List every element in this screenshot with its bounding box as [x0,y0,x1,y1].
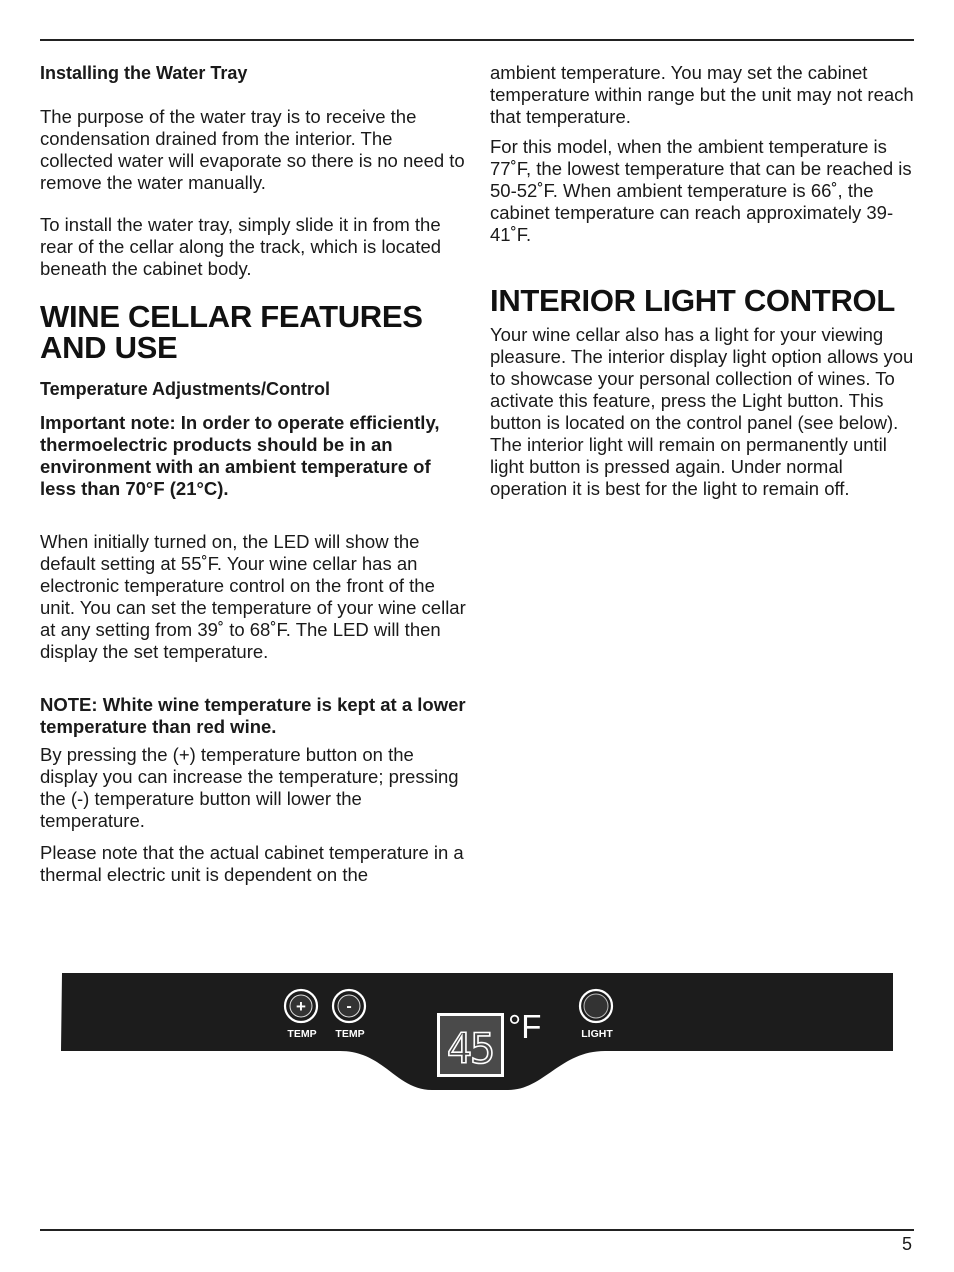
light-button[interactable] [580,990,613,1040]
light-heading: INTERIOR LIGHT CONTROL [490,283,895,318]
led-paragraph: When initially turned on, the LED will show the default setting at 55˚F. Your wine cellar has an electronic temperature control on the front of the unit. You can set the temperature of your wine cellar at any setting from 39˚ to 68˚F. The LED will then display the set temperature. [40,531,466,662]
cabinet-paragraph-end: ambient temperature. You may set the cabinet temperature within range but the unit may not reach that temperature. [490,62,914,127]
plus-icon: + [296,997,306,1016]
led-unit: °F [508,1008,542,1045]
white-wine-note: NOTE: White wine temperature is kept at a lower temperature than red wine. [40,694,466,737]
features-heading: WINE CELLAR FEATURES AND USE [40,299,423,365]
control-panel-svg [60,972,894,1094]
light-paragraph: Your wine cellar also has a light for your viewing pleasure. The interior display light option allows you to showcase your personal collection of wines. To activate this feature, press the Light button. This button is located on the control panel (see below). The interior light will remain on permanently until light button is pressed again. Under normal operation it is best for the light to remain off. [490,324,914,499]
minus-icon: - [346,998,352,1015]
important-note: Important note: In order to operate efficiently, thermoelectric products should be in an environment with an ambient temperature of less than 70°F (21°C). [40,412,440,499]
buttons-paragraph: By pressing the (+) temperature button on the display you can increase the temperature; pressing the (-) temperature button will lower the temperature. [40,744,459,831]
temp-up-label: TEMP [287,1028,317,1040]
right-column [490,62,918,500]
water-tray-paragraph-1: The purpose of the water tray is to receive the condensation drained from the interior. The collected water will evaporate so there is no need to remove the water manually. [40,106,465,193]
temp-down-button[interactable] [333,990,365,1040]
temp-down-label: TEMP [335,1028,365,1040]
model-paragraph: For this model, when the ambient temperature is 77˚F, the lowest temperature that can be reached is 50-52˚F. When ambient temperature is 66˚, the cabinet temperature can reach approximately 39-41˚F. [490,136,912,245]
light-label: LIGHT [581,1028,613,1040]
led-temperature-value: 45 [446,1024,494,1073]
bottom-rule [40,1229,914,1231]
temperature-subheading: Temperature Adjustments/Control [40,379,331,399]
water-tray-paragraph-2: To install the water tray, simply slide it in from the rear of the cellar along the track, which is located beneath the cabinet body. [40,214,442,279]
cabinet-paragraph-start: Please note that the actual cabinet temperature in a thermal electric unit is dependent on the [40,842,464,885]
temp-up-button[interactable] [285,990,317,1040]
page-number: 5 [901,1234,912,1254]
left-column [40,62,468,886]
water-tray-heading: Installing the Water Tray [40,63,248,83]
control-panel-illustration [60,972,894,1094]
top-rule [40,39,914,41]
